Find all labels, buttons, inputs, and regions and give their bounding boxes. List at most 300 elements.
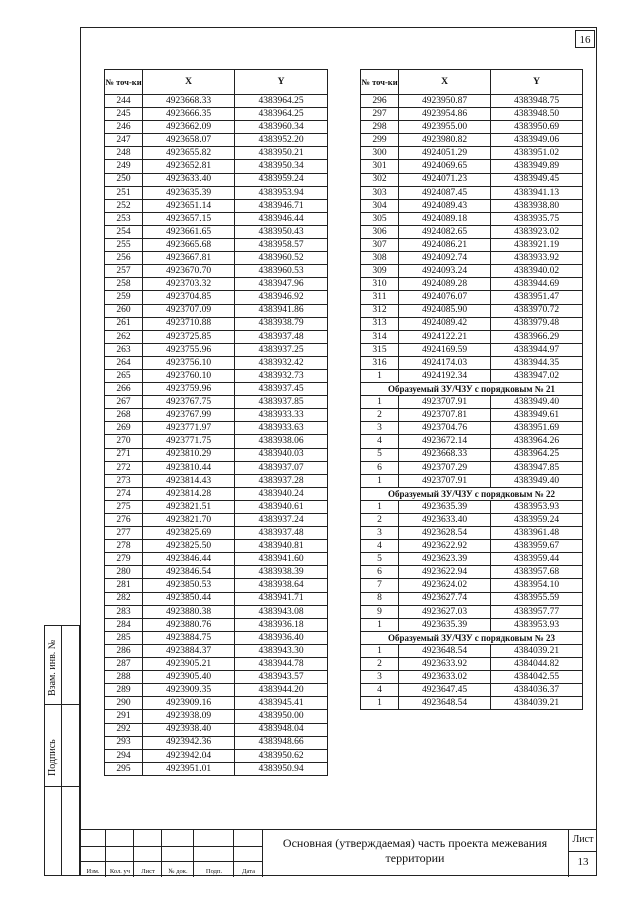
x-cell: 4924069.65 [399, 160, 491, 173]
point-no-cell: 247 [105, 134, 143, 147]
x-cell: 4923955.00 [399, 121, 491, 134]
table-row [105, 671, 328, 684]
table-row [361, 514, 583, 527]
point-no-cell: 1 [361, 618, 399, 631]
table-row [361, 618, 583, 631]
table-row [361, 671, 583, 684]
x-cell: 4923655.82 [143, 147, 235, 160]
document-title: Основная (утверждаемая) часть проекта межевания территории [282, 836, 548, 865]
y-cell: 4383923.02 [491, 225, 583, 238]
table-row [105, 173, 328, 186]
point-no-cell: 6 [361, 461, 399, 474]
point-no-cell: 313 [361, 317, 399, 330]
point-no-cell: 1 [361, 500, 399, 513]
table-row [361, 527, 583, 540]
point-no-cell: 294 [105, 749, 143, 762]
point-no-cell: 314 [361, 330, 399, 343]
point-no-cell: 284 [105, 618, 143, 631]
header-y: Y [491, 70, 583, 95]
table-row [105, 684, 328, 697]
point-no-cell: 259 [105, 291, 143, 304]
x-cell: 4924093.24 [399, 265, 491, 278]
table-row [105, 631, 328, 644]
table-row [105, 160, 328, 173]
table-row [361, 605, 583, 618]
y-cell: 4383944.78 [235, 658, 328, 671]
table-row [361, 500, 583, 513]
y-cell: 4383957.77 [491, 605, 583, 618]
y-cell: 4383947.96 [235, 278, 328, 291]
table-row [361, 108, 583, 121]
y-cell: 4383949.06 [491, 134, 583, 147]
y-cell: 4383958.57 [235, 239, 328, 252]
table-row [361, 239, 583, 252]
table-row [105, 121, 328, 134]
table-row [105, 369, 328, 382]
x-cell: 4923771.75 [143, 435, 235, 448]
x-cell: 4923647.45 [399, 684, 491, 697]
table-row [105, 527, 328, 540]
x-cell: 4923760.10 [143, 369, 235, 382]
table-row [105, 239, 328, 252]
table-row [361, 697, 583, 710]
y-cell: 4383948.75 [491, 95, 583, 108]
table-row [361, 186, 583, 199]
x-cell: 4923814.28 [143, 487, 235, 500]
table-row [105, 723, 328, 736]
y-cell: 4383964.26 [491, 435, 583, 448]
x-cell: 4923704.85 [143, 291, 235, 304]
x-cell: 4923759.96 [143, 383, 235, 396]
y-cell: 4383949.40 [491, 474, 583, 487]
y-cell: 4383964.25 [235, 108, 328, 121]
point-no-cell: 298 [361, 121, 399, 134]
y-cell: 4383946.44 [235, 212, 328, 225]
x-cell: 4923850.44 [143, 592, 235, 605]
table-row [105, 644, 328, 657]
table-row [105, 749, 328, 762]
x-cell: 4923850.53 [143, 579, 235, 592]
x-cell: 4924092.74 [399, 252, 491, 265]
y-cell: 4383941.60 [235, 553, 328, 566]
point-no-cell: 270 [105, 435, 143, 448]
y-cell: 4383940.24 [235, 487, 328, 500]
x-cell: 4923657.15 [143, 212, 235, 225]
point-no-cell: 2 [361, 658, 399, 671]
x-cell: 4924174.03 [399, 356, 491, 369]
y-cell: 4383964.25 [491, 448, 583, 461]
y-cell: 4383943.08 [235, 605, 328, 618]
point-no-cell: 5 [361, 448, 399, 461]
x-cell: 4923938.09 [143, 710, 235, 723]
point-no-cell: 316 [361, 356, 399, 369]
x-cell: 4923905.40 [143, 671, 235, 684]
x-cell: 4923633.92 [399, 658, 491, 671]
y-cell: 4383940.81 [235, 540, 328, 553]
stamp-label-kol: Кол. уч [109, 868, 131, 875]
x-cell: 4923771.97 [143, 422, 235, 435]
point-no-cell: 2 [361, 514, 399, 527]
table-row [361, 422, 583, 435]
table-header [361, 70, 583, 95]
point-no-cell: 254 [105, 225, 143, 238]
table-row [105, 383, 328, 396]
x-cell: 4923756.10 [143, 356, 235, 369]
y-cell: 4383945.41 [235, 697, 328, 710]
table-row [105, 474, 328, 487]
point-no-cell: 3 [361, 671, 399, 684]
x-cell: 4923909.35 [143, 684, 235, 697]
table-row [105, 317, 328, 330]
table-row [105, 409, 328, 422]
y-cell: 4383944.20 [235, 684, 328, 697]
table-row [105, 291, 328, 304]
y-cell: 4383932.42 [235, 356, 328, 369]
x-cell: 4923662.09 [143, 121, 235, 134]
y-cell: 4383952.20 [235, 134, 328, 147]
y-cell: 4383940.03 [235, 448, 328, 461]
point-no-cell: 293 [105, 736, 143, 749]
point-no-cell: 6 [361, 566, 399, 579]
header-x: X [399, 70, 491, 95]
y-cell: 4383949.40 [491, 396, 583, 409]
y-cell: 4383938.64 [235, 579, 328, 592]
y-cell: 4383950.69 [491, 121, 583, 134]
point-no-cell: 4 [361, 540, 399, 553]
y-cell: 4383938.79 [235, 317, 328, 330]
x-cell: 4923707.29 [399, 461, 491, 474]
x-cell: 4923954.86 [399, 108, 491, 121]
x-cell: 4923950.87 [399, 95, 491, 108]
point-no-cell: 261 [105, 317, 143, 330]
table-row [105, 697, 328, 710]
x-cell: 4923665.68 [143, 239, 235, 252]
x-cell: 4923707.91 [399, 474, 491, 487]
point-no-cell: 1 [361, 474, 399, 487]
table-row [361, 658, 583, 671]
y-cell: 4383938.06 [235, 435, 328, 448]
point-no-cell: 301 [361, 160, 399, 173]
table-row [105, 396, 328, 409]
point-no-cell: 277 [105, 527, 143, 540]
point-no-cell: 244 [105, 95, 143, 108]
table-row [105, 540, 328, 553]
table-row [361, 356, 583, 369]
group-heading-row [361, 383, 583, 396]
y-cell: 4383937.07 [235, 461, 328, 474]
x-cell: 4923624.02 [399, 579, 491, 592]
x-cell: 4923658.07 [143, 134, 235, 147]
table-row [361, 265, 583, 278]
x-cell: 4924089.42 [399, 317, 491, 330]
y-cell: 4383944.69 [491, 278, 583, 291]
y-cell: 4383944.35 [491, 356, 583, 369]
table-row [361, 134, 583, 147]
y-cell: 4383955.59 [491, 592, 583, 605]
point-no-cell: 296 [361, 95, 399, 108]
y-cell: 4383950.94 [235, 762, 328, 775]
y-cell: 4383921.19 [491, 239, 583, 252]
table-row [105, 566, 328, 579]
x-cell: 4923633.40 [143, 173, 235, 186]
table-row [105, 186, 328, 199]
y-cell: 4383960.53 [235, 265, 328, 278]
point-no-cell: 253 [105, 212, 143, 225]
table-row [105, 147, 328, 160]
y-cell: 4383940.02 [491, 265, 583, 278]
y-cell: 4383957.68 [491, 566, 583, 579]
y-cell: 4383937.85 [235, 396, 328, 409]
x-cell: 4923884.75 [143, 631, 235, 644]
y-cell: 4383936.40 [235, 631, 328, 644]
y-cell: 4383950.21 [235, 147, 328, 160]
header-point-no: № точ-ки [361, 70, 399, 95]
y-cell: 4383954.10 [491, 579, 583, 592]
x-cell: 4923627.74 [399, 592, 491, 605]
point-no-cell: 269 [105, 422, 143, 435]
point-no-cell: 262 [105, 330, 143, 343]
x-cell: 4924192.34 [399, 369, 491, 382]
group-heading: Образуемый ЗУ/ЧЗУ с порядковым № 22 [361, 487, 583, 500]
x-cell: 4924076.07 [399, 291, 491, 304]
point-no-cell: 3 [361, 527, 399, 540]
point-no-cell: 308 [361, 252, 399, 265]
x-cell: 4923725.85 [143, 330, 235, 343]
point-no-cell: 1 [361, 697, 399, 710]
table-row [361, 252, 583, 265]
y-cell: 4383953.93 [491, 500, 583, 513]
point-no-cell: 305 [361, 212, 399, 225]
point-no-cell: 7 [361, 579, 399, 592]
y-cell: 4383933.92 [491, 252, 583, 265]
x-cell: 4924089.28 [399, 278, 491, 291]
point-no-cell: 289 [105, 684, 143, 697]
y-cell: 4383938.80 [491, 199, 583, 212]
y-cell: 4383964.25 [235, 95, 328, 108]
point-no-cell: 9 [361, 605, 399, 618]
y-cell: 4383948.04 [235, 723, 328, 736]
y-cell: 4383937.25 [235, 343, 328, 356]
podpis-label: Подпись [47, 739, 58, 776]
group-heading-row [361, 487, 583, 500]
table-row [105, 762, 328, 775]
table-row [361, 684, 583, 697]
point-no-cell: 285 [105, 631, 143, 644]
y-cell: 4383933.63 [235, 422, 328, 435]
x-cell: 4923707.81 [399, 409, 491, 422]
table-row [105, 736, 328, 749]
y-cell: 4383949.45 [491, 173, 583, 186]
y-cell: 4384036.37 [491, 684, 583, 697]
header-point-no: № точ-ки [105, 70, 143, 95]
y-cell: 4383960.34 [235, 121, 328, 134]
y-cell: 4383966.29 [491, 330, 583, 343]
table-row [361, 291, 583, 304]
table-row [105, 461, 328, 474]
y-cell: 4383946.71 [235, 199, 328, 212]
page-number: 16 [575, 30, 595, 48]
x-cell: 4923767.99 [143, 409, 235, 422]
point-no-cell: 286 [105, 644, 143, 657]
x-cell: 4923704.76 [399, 422, 491, 435]
table-row [361, 278, 583, 291]
point-no-cell: 283 [105, 605, 143, 618]
table-row [105, 225, 328, 238]
y-cell: 4383941.86 [235, 304, 328, 317]
y-cell: 4383949.61 [491, 409, 583, 422]
x-cell: 4923652.81 [143, 160, 235, 173]
y-cell: 4383959.67 [491, 540, 583, 553]
x-cell: 4923825.69 [143, 527, 235, 540]
x-cell: 4924071.23 [399, 173, 491, 186]
x-cell: 4923648.54 [399, 644, 491, 657]
table-row [105, 330, 328, 343]
table-row [105, 304, 328, 317]
y-cell: 4383941.71 [235, 592, 328, 605]
table-header [105, 70, 328, 95]
point-no-cell: 315 [361, 343, 399, 356]
point-no-cell: 1 [361, 396, 399, 409]
table-row [361, 448, 583, 461]
point-no-cell: 4 [361, 435, 399, 448]
table-row [105, 356, 328, 369]
point-no-cell: 266 [105, 383, 143, 396]
y-cell: 4383953.93 [491, 618, 583, 631]
point-no-cell: 250 [105, 173, 143, 186]
x-cell: 4923648.54 [399, 697, 491, 710]
table-row [361, 304, 583, 317]
x-cell: 4923825.50 [143, 540, 235, 553]
point-no-cell: 310 [361, 278, 399, 291]
x-cell: 4924082.65 [399, 225, 491, 238]
group-heading: Образуемый ЗУ/ЧЗУ с порядковым № 23 [361, 631, 583, 644]
point-no-cell: 256 [105, 252, 143, 265]
x-cell: 4923980.82 [399, 134, 491, 147]
x-cell: 4923880.76 [143, 618, 235, 631]
y-cell: 4383937.24 [235, 514, 328, 527]
table-row [361, 317, 583, 330]
table-row [361, 540, 583, 553]
table-row [361, 396, 583, 409]
table-row [105, 605, 328, 618]
y-cell: 4383937.28 [235, 474, 328, 487]
point-no-cell: 2 [361, 409, 399, 422]
y-cell: 4383959.24 [491, 514, 583, 527]
y-cell: 4383951.69 [491, 422, 583, 435]
table-row [361, 369, 583, 382]
point-no-cell: 281 [105, 579, 143, 592]
x-cell: 4924087.45 [399, 186, 491, 199]
y-cell: 4383951.47 [491, 291, 583, 304]
table-row [361, 644, 583, 657]
point-no-cell: 282 [105, 592, 143, 605]
point-no-cell: 302 [361, 173, 399, 186]
table-row [361, 343, 583, 356]
point-no-cell: 272 [105, 461, 143, 474]
table-row [105, 592, 328, 605]
header-y: Y [235, 70, 328, 95]
table-row [361, 435, 583, 448]
y-cell: 4383950.34 [235, 160, 328, 173]
table-row [361, 160, 583, 173]
x-cell: 4923755.96 [143, 343, 235, 356]
stamp-label-list: Лист [141, 868, 155, 875]
point-no-cell: 3 [361, 422, 399, 435]
x-cell: 4923668.33 [399, 448, 491, 461]
point-no-cell: 265 [105, 369, 143, 382]
stamp-label-izm: Изм. [86, 868, 100, 875]
x-cell: 4923938.40 [143, 723, 235, 736]
table-row [361, 474, 583, 487]
table-row [105, 265, 328, 278]
point-no-cell: 252 [105, 199, 143, 212]
table-row [105, 422, 328, 435]
point-no-cell: 251 [105, 186, 143, 199]
x-cell: 4923884.37 [143, 644, 235, 657]
x-cell: 4923623.39 [399, 553, 491, 566]
x-cell: 4923651.14 [143, 199, 235, 212]
table-row [105, 658, 328, 671]
table-row [361, 199, 583, 212]
y-cell: 4383940.61 [235, 500, 328, 513]
x-cell: 4924051.29 [399, 147, 491, 160]
point-no-cell: 4 [361, 684, 399, 697]
table-row [361, 147, 583, 160]
y-cell: 4383946.92 [235, 291, 328, 304]
point-no-cell: 257 [105, 265, 143, 278]
table-row [105, 435, 328, 448]
point-no-cell: 245 [105, 108, 143, 121]
point-no-cell: 276 [105, 514, 143, 527]
x-cell: 4923635.39 [399, 500, 491, 513]
point-no-cell: 309 [361, 265, 399, 278]
x-cell: 4923635.39 [143, 186, 235, 199]
table-row [105, 278, 328, 291]
table-row [105, 487, 328, 500]
x-cell: 4923633.02 [399, 671, 491, 684]
table-row [361, 579, 583, 592]
x-cell: 4923905.21 [143, 658, 235, 671]
point-no-cell: 246 [105, 121, 143, 134]
x-cell: 4924085.90 [399, 304, 491, 317]
point-no-cell: 297 [361, 108, 399, 121]
x-cell: 4923707.91 [399, 396, 491, 409]
y-cell: 4383951.02 [491, 147, 583, 160]
x-cell: 4924086.21 [399, 239, 491, 252]
y-cell: 4383937.45 [235, 383, 328, 396]
sheet-number: 13 [577, 856, 589, 868]
y-cell: 4383943.30 [235, 644, 328, 657]
point-no-cell: 280 [105, 566, 143, 579]
y-cell: 4384044.82 [491, 658, 583, 671]
point-no-cell: 291 [105, 710, 143, 723]
x-cell: 4923666.35 [143, 108, 235, 121]
x-cell: 4923767.75 [143, 396, 235, 409]
table-row [105, 618, 328, 631]
table-row [361, 592, 583, 605]
vzam-inv-label: Взам. инв. № [47, 639, 58, 696]
x-cell: 4923821.70 [143, 514, 235, 527]
point-no-cell: 288 [105, 671, 143, 684]
x-cell: 4923810.44 [143, 461, 235, 474]
table-row [361, 121, 583, 134]
table-row [361, 173, 583, 186]
y-cell: 4383949.89 [491, 160, 583, 173]
x-cell: 4924122.21 [399, 330, 491, 343]
table-row [105, 579, 328, 592]
point-no-cell: 295 [105, 762, 143, 775]
stamp-label-data: Дата [242, 868, 255, 875]
